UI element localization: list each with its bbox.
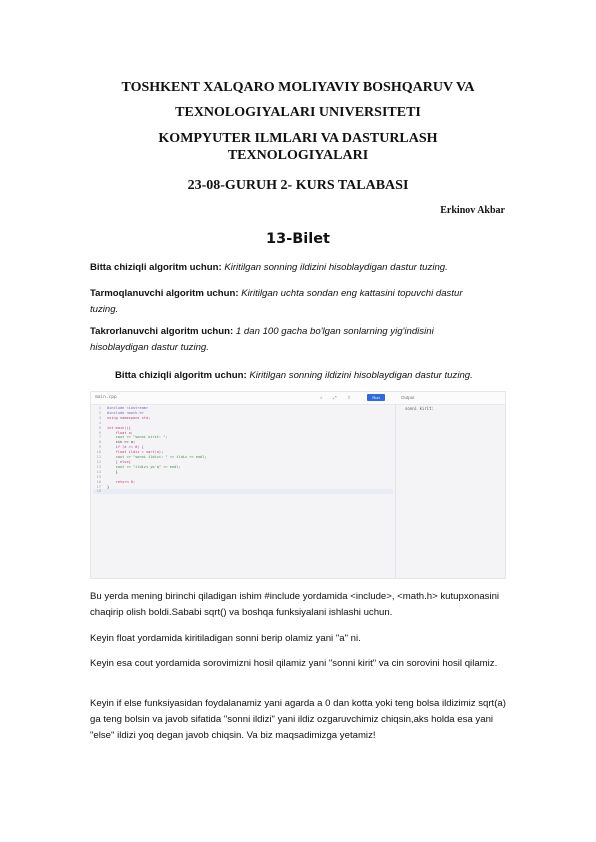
line-number: 5 [98, 425, 101, 430]
pane-divider [395, 404, 396, 578]
code-text: float ildiz = sqrt(a); [107, 450, 164, 455]
code-editor-screenshot [90, 391, 506, 579]
selected-task [115, 368, 515, 384]
task-label: Takrorlanuvchi algoritm uchun: [90, 326, 234, 337]
code-text: cin >> a; [107, 440, 136, 445]
line-number: 11 [96, 455, 101, 460]
code-text: #include <math.h> [107, 410, 144, 415]
task-text: 1 dan 100 gacha bo'lgan sonlarning yig'indisini hisoblaydigan dastur tuzing. [90, 326, 434, 353]
line-number: 18 [96, 489, 101, 494]
group-line: 23-08-GURUH 2- KURS TALABASI [187, 178, 409, 193]
code-text: cout << "sonni ildizi: " << ildiz << endl; [107, 455, 207, 460]
code-text: } [107, 484, 110, 489]
line-number: 12 [96, 459, 101, 464]
line-number: 10 [96, 450, 101, 455]
line-number: 2 [98, 410, 101, 415]
line-number: 8 [98, 440, 101, 445]
code-text: using namespace std; [107, 415, 151, 420]
ticket-title: 13-Bilet [266, 231, 330, 247]
line-number: 7 [98, 435, 101, 440]
line-number: 15 [96, 474, 101, 479]
file-tab: main.cpp [95, 395, 117, 400]
university-name-line2: TEXNOLOGIYALARI UNIVERSITETI [175, 105, 421, 120]
faculty-name: KOMPYUTER ILMLARI VA DASTURLASH TEXNOLOGIYALARI [158, 131, 438, 163]
line-number: 1 [98, 406, 101, 410]
explanation-paragraph-3: Keyin esa cout yordamida sorovimizni hosil qilamiz yani "sonni kirit" va cin sorovini hosil qilamiz. [90, 658, 498, 669]
code-text: if (a >= 0) { [107, 445, 144, 450]
university-name-line1: TOSHKENT XALQARO MOLIYAVIY BOSHQARUV VA [121, 80, 475, 95]
line-number: 13 [96, 464, 101, 469]
code-text: cout << "sonni kirit: "; [107, 435, 168, 440]
author-name: Erkinov Akbar [440, 205, 505, 216]
code-text: int main(){ [107, 425, 131, 430]
editor-toolbar [91, 392, 505, 405]
share-icon: ⇪ [347, 395, 351, 400]
code-line [93, 489, 393, 494]
task-linear [90, 260, 510, 276]
line-number: 3 [98, 415, 101, 420]
fullscreen-icon: ⤢ [333, 395, 337, 400]
code-text: return 0; [107, 479, 136, 484]
line-number: 4 [98, 420, 101, 425]
line-number: 16 [96, 479, 101, 484]
line-number: 14 [96, 469, 101, 474]
theme-icon: ☼ [319, 395, 324, 400]
explanation-paragraph-1: Bu yerda mening birinchi qiladigan ishim #include yordamida <include>, <math.h> kutupxonasini chaqirip olish boldi.Sababi sqrt() va boshqa funksiyalani ishlashi uchun. [90, 591, 500, 618]
line-number: 17 [96, 484, 101, 489]
task-label: Tarmoqlanuvchi algoritm uchun: [90, 288, 239, 299]
explanation-paragraph-2: Keyin float yordamida kiritiladigan sonni berip olamiz yani "a" ni. [90, 633, 361, 644]
output-text: sonni kirit: [405, 406, 434, 411]
line-number: 6 [98, 430, 101, 435]
task-label: Bitta chiziqli algoritm uchun: [90, 262, 222, 273]
code-text: } [107, 469, 118, 474]
line-number: 9 [98, 445, 101, 450]
run-button: Run [367, 394, 385, 401]
output-label: Output [401, 395, 415, 400]
task-branching [90, 286, 490, 318]
code-text: cout << "ildizi yo'q" << endl; [107, 464, 181, 469]
task-label: Bitta chiziqli algoritm uchun: [115, 370, 247, 381]
task-text: Kiritilgan sonning ildizini hisoblaydigan dastur tuzing. [224, 262, 448, 273]
code-text: } else{ [107, 459, 131, 464]
task-text: Kiritilgan uchta sondan eng kattasini topuvchi dastur tuzing. [90, 288, 463, 315]
code-area [93, 406, 393, 494]
code-text: #include <iostream> [107, 406, 149, 410]
task-loop [90, 324, 490, 356]
code-text: float a; [107, 430, 133, 435]
task-text: Kiritilgan sonning ildizini hisoblaydigan dastur tuzing. [249, 370, 473, 381]
explanation-paragraph-4: Keyin if else funksiyasidan foydalanamiz yani agarda a 0 dan kotta yoki teng bolsa ildizimiz sqrt(a) ga teng bolsin va javob sifatida "sonni ildizi" yani ildiz ozgaruvchimiz chiqsin,aks holda esa yani "else" ildizi yoq degan javob chiqsin. Va biz maqsadimizga yetamiz! [90, 698, 506, 741]
